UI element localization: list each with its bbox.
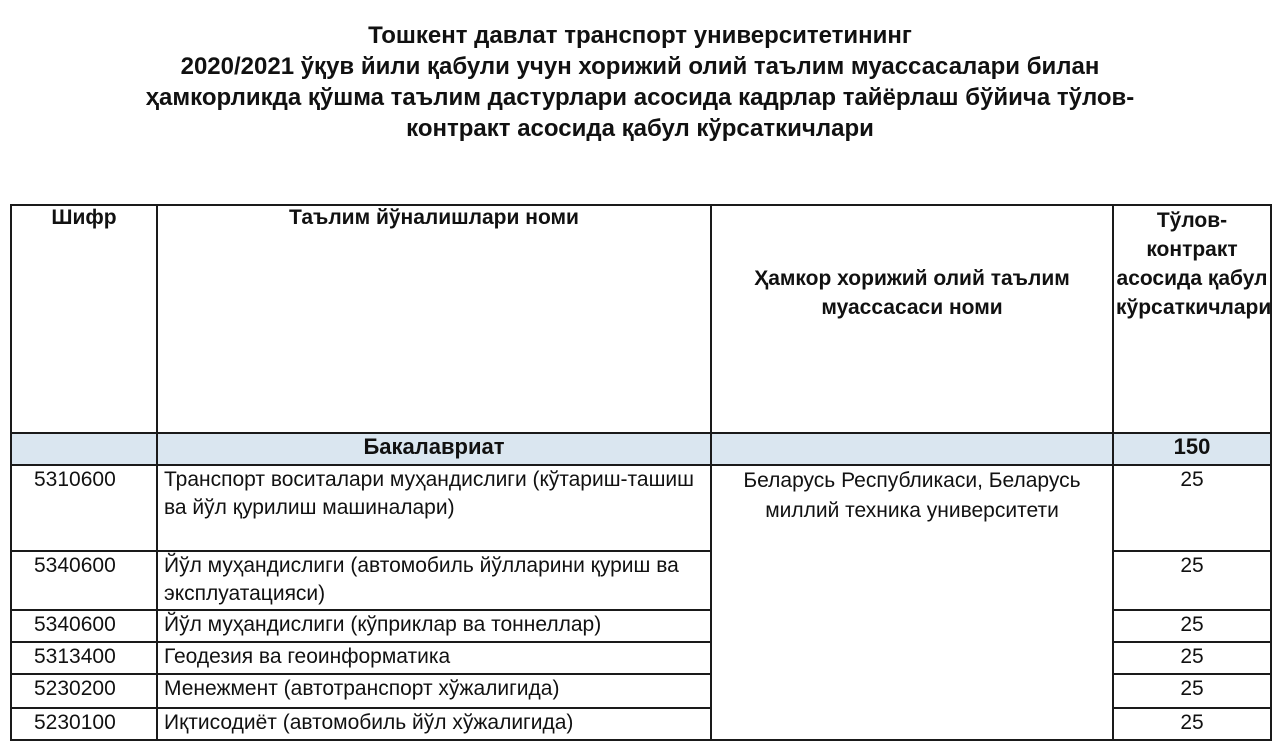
row-code: 5230100 [11,708,157,740]
row-code: 5313400 [11,642,157,674]
row-quota: 25 [1113,674,1271,708]
section-empty-cell [711,433,1113,465]
table-header-row [11,205,1271,433]
row-program: Геодезия ва геоинформатика [157,642,711,674]
admission-table [10,204,1272,741]
row-program: Йўл муҳандислиги (автомобиль йўлларини қуриш ва эксплуатацияси) [157,551,711,610]
title-line: ҳамкорликда қўшма таълим дастурлари асосида кадрлар тайёрлаш бўйича тўлов- [145,84,1135,111]
table-row [11,465,1271,551]
title-line: 2020/2021 ўқув йили қабули учун хорижий олий таълим муассасалари билан [180,53,1100,80]
row-code: 5310600 [11,465,157,551]
section-label: Бакалавриат [157,433,711,465]
partner-institution: Беларусь Республикаси, Беларусь миллий техника университети [711,465,1113,740]
header-program: Таълим йўналишлари номи [157,205,711,433]
row-program: Менежмент (автотранспорт хўжалигида) [157,674,711,708]
row-code: 5340600 [11,551,157,610]
row-code: 5230200 [11,674,157,708]
header-code: Шифр [11,205,157,433]
row-program: Иқтисодиёт (автомобиль йўл хўжалигида) [157,708,711,740]
row-program: Транспорт воситалари муҳандислиги (кўтариш-ташиш ва йўл қурилиш машиналари) [157,465,711,551]
header-quota: Тўлов-контракт асосида қабул кўрсаткичлари [1113,205,1271,433]
title-line: контракт асосида қабул кўрсаткичлари [406,115,874,142]
section-total: 150 [1113,433,1271,465]
row-code: 5340600 [11,610,157,642]
title-line: Тошкент давлат транспорт университетининг [368,22,912,49]
row-quota: 25 [1113,642,1271,674]
row-quota: 25 [1113,610,1271,642]
row-quota: 25 [1113,708,1271,740]
document-title [0,20,1280,144]
section-row [11,433,1271,465]
header-institution: Ҳамкор хорижий олий таълим муассасаси номи [711,205,1113,433]
section-empty-cell [11,433,157,465]
row-quota: 25 [1113,465,1271,551]
row-quota: 25 [1113,551,1271,610]
row-program: Йўл муҳандислиги (кўприклар ва тоннеллар) [157,610,711,642]
